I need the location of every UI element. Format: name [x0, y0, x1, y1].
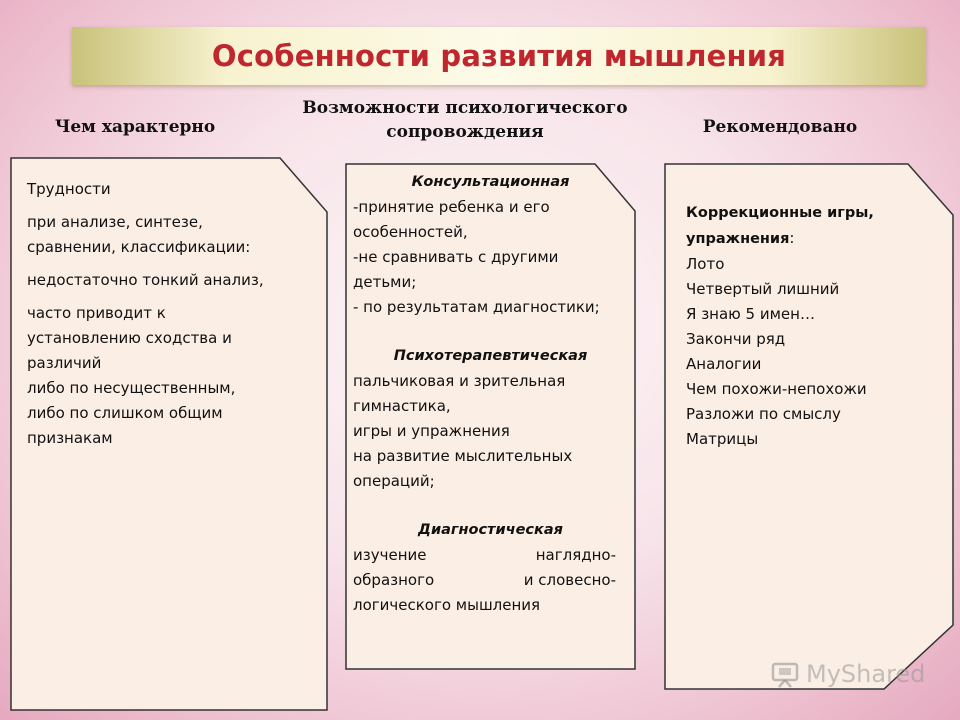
middle-line-part: изучение: [353, 546, 427, 564]
middle-line: операций;: [353, 472, 435, 490]
title-bar: [72, 27, 926, 85]
middle-line: игры и упражнения: [353, 422, 510, 440]
middle-line: логического мышления: [353, 596, 541, 614]
psychotherapy-section-title: Психотерапевтическая: [393, 348, 588, 364]
list-item: Чем похожи-непохожи: [686, 380, 867, 398]
middle-line-part: и словесно-: [523, 571, 616, 589]
right-panel-text: [686, 201, 936, 452]
right-panel-heading: [686, 226, 936, 252]
right-panel-heading-part: упражнения: [686, 231, 790, 247]
list-item: Аналогии: [686, 355, 762, 373]
left-line: Трудности: [27, 180, 111, 198]
list-item: Закончи ряд: [686, 330, 786, 348]
left-line: либо по слишком общим: [27, 404, 223, 422]
middle-column-header: [270, 96, 660, 144]
right-panel-heading-colon: :: [789, 229, 795, 247]
left-panel-text: [27, 177, 317, 451]
right-panel-heading: Коррекционные игры,: [686, 205, 874, 221]
left-column-header-text: Чем характерно: [54, 117, 216, 137]
middle-line: на развитие мыслительных: [353, 447, 573, 465]
left-line: либо по несущественным,: [27, 379, 236, 397]
right-column-header-text: Рекомендовано: [702, 117, 858, 137]
projector-icon: [770, 660, 800, 688]
consultation-section-title: Консультационная: [411, 174, 570, 190]
page-title: Особенности развития мышления: [211, 39, 787, 73]
middle-line: -принятие ребенка и его: [353, 198, 550, 216]
right-column-header: [680, 115, 880, 139]
left-line: признакам: [27, 429, 113, 447]
left-line: часто приводит к: [27, 304, 166, 322]
middle-header-line1: Возможности психологического: [302, 98, 628, 118]
middle-line: детьми;: [353, 273, 417, 291]
left-column-header: [30, 115, 240, 139]
list-item: Матрицы: [686, 430, 759, 448]
left-line: различий: [27, 354, 102, 372]
watermark: [770, 658, 925, 690]
middle-header-line2: сопровождения: [386, 122, 544, 142]
left-line: установлению сходства и: [27, 329, 232, 347]
middle-line: пальчиковая и зрительная: [353, 372, 566, 390]
diagnostic-section-title: Диагностическая: [418, 522, 563, 538]
middle-line: особенностей,: [353, 223, 468, 241]
left-line: сравнении, классификации:: [27, 238, 251, 256]
middle-line-part: наглядно-: [535, 546, 616, 564]
middle-line: [353, 568, 628, 593]
watermark-text: MyShared: [806, 660, 926, 688]
list-item: Я знаю 5 имен…: [686, 305, 815, 323]
middle-line: -не сравнивать с другими: [353, 248, 559, 266]
middle-line: гимнастика,: [353, 397, 451, 415]
middle-line-part: образного: [353, 571, 435, 589]
middle-panel-text: [353, 170, 628, 618]
middle-line: [353, 543, 628, 568]
left-line: при анализе, синтезе,: [27, 213, 203, 231]
list-item: Разложи по смыслу: [686, 405, 841, 423]
list-item: Лото: [686, 255, 725, 273]
left-line: недостаточно тонкий анализ,: [27, 271, 264, 289]
list-item: Четвертый лишний: [686, 280, 840, 298]
middle-line: - по результатам диагностики;: [353, 298, 600, 316]
